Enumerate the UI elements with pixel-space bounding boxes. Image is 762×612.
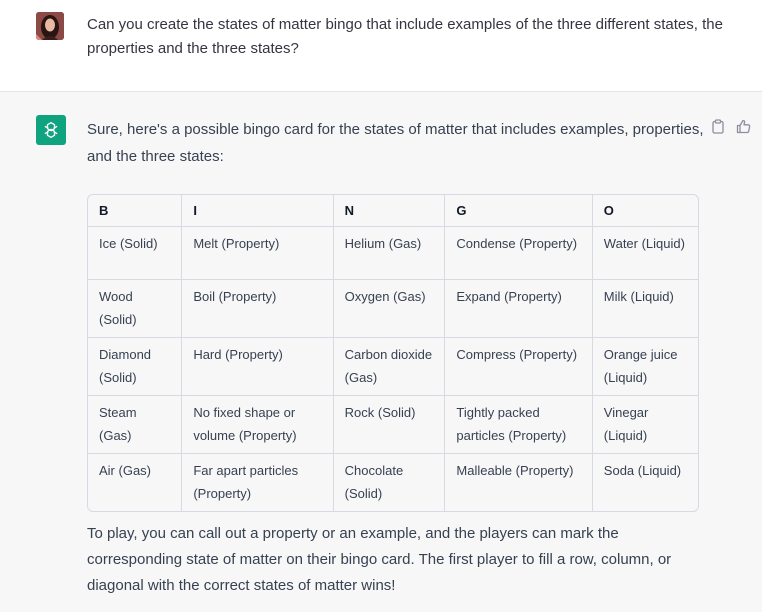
table-cell: Malleable (Property) bbox=[445, 454, 592, 512]
table-cell: Wood (Solid) bbox=[88, 280, 182, 338]
table-cell: Chocolate (Solid) bbox=[333, 454, 445, 512]
user-message-text: Can you create the states of matter bingo that include examples of the three different states, the properties and the three states? bbox=[87, 16, 723, 57]
table-cell: Ice (Solid) bbox=[88, 226, 182, 280]
table-cell: Far apart particles (Property) bbox=[182, 454, 333, 512]
table-row bbox=[88, 280, 698, 338]
table-cell: No fixed shape or volume (Property) bbox=[182, 396, 333, 454]
openai-logo-icon bbox=[36, 115, 66, 145]
table-cell: Condense (Property) bbox=[445, 226, 592, 280]
assistant-intro-text: Sure, here's a possible bingo card for the states of matter that includes examples, properties, and the three states: bbox=[87, 121, 704, 165]
column-header-o: O bbox=[592, 195, 698, 226]
table-cell: Boil (Property) bbox=[182, 280, 333, 338]
column-header-g: G bbox=[445, 195, 592, 226]
table-cell: Vinegar (Liquid) bbox=[592, 396, 698, 454]
table-cell: Steam (Gas) bbox=[88, 396, 182, 454]
table-cell: Diamond (Solid) bbox=[88, 338, 182, 396]
table-cell: Helium (Gas) bbox=[333, 226, 445, 280]
table-cell: Expand (Property) bbox=[445, 280, 592, 338]
table-row bbox=[88, 226, 698, 280]
column-header-n: N bbox=[333, 195, 445, 226]
table-cell: Tightly packed particles (Property) bbox=[445, 396, 592, 454]
column-header-i: I bbox=[182, 195, 333, 226]
bingo-table bbox=[87, 194, 699, 512]
thumbs-up-icon[interactable] bbox=[735, 118, 751, 134]
table-cell: Oxygen (Gas) bbox=[333, 280, 445, 338]
column-header-b: B bbox=[88, 195, 182, 226]
assistant-message bbox=[0, 92, 762, 612]
table-row bbox=[88, 396, 698, 454]
table-cell: Orange juice (Liquid) bbox=[592, 338, 698, 396]
table-cell: Milk (Liquid) bbox=[592, 280, 698, 338]
message-actions bbox=[710, 118, 751, 134]
table-cell: Carbon dioxide (Gas) bbox=[333, 338, 445, 396]
table-cell: Hard (Property) bbox=[182, 338, 333, 396]
table-cell: Soda (Liquid) bbox=[603, 463, 682, 478]
table-cell: Compress (Property) bbox=[445, 338, 592, 396]
table-row bbox=[88, 454, 698, 512]
clipboard-icon[interactable] bbox=[710, 118, 726, 134]
table-cell: Melt (Property) bbox=[182, 226, 333, 280]
assistant-outro-text: To play, you can call out a property or an example, and the players can mark the corresponding state of matter on their bingo card. The first player to fill a row, column, or diagonal with the correct states of matter wins! bbox=[87, 525, 672, 594]
table-header-row bbox=[88, 195, 698, 226]
table-cell: Rock (Solid) bbox=[333, 396, 445, 454]
table-cell: Water (Liquid) bbox=[592, 226, 698, 280]
table-cell: Air (Gas) bbox=[88, 454, 182, 512]
user-message bbox=[0, 0, 762, 92]
table-row bbox=[88, 338, 698, 396]
user-avatar bbox=[36, 12, 64, 40]
